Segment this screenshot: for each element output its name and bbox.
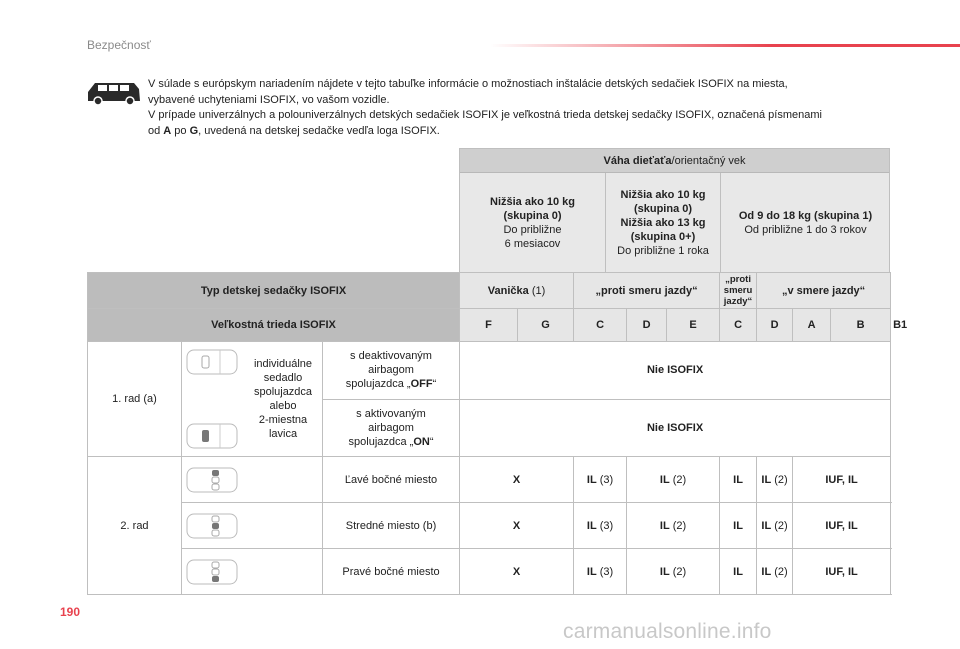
airbag-off-cell: s deaktivovaným airbagom spolujazdca „OFF“ bbox=[323, 342, 460, 400]
weight-col-group0: Nižšia ako 10 kg (skupina 0) Do približne 6 mesiacov bbox=[490, 196, 575, 250]
class-cell: E bbox=[667, 309, 720, 342]
seat-value: X bbox=[460, 503, 574, 549]
seat-diagram-cell bbox=[182, 549, 323, 595]
seat-value: IL bbox=[720, 503, 757, 549]
intro-text bbox=[148, 77, 908, 139]
car-icon bbox=[86, 79, 142, 105]
header-accent-bar bbox=[490, 44, 960, 47]
type-rear-facing-2: „proti smeru jazdy“ bbox=[720, 273, 757, 309]
row1-seat-desc bbox=[182, 342, 323, 457]
seat-value: IL (2) bbox=[627, 549, 720, 595]
class-cell: D bbox=[757, 309, 793, 342]
class-row-label: Veľkostná trieda ISOFIX bbox=[88, 309, 460, 342]
seat-desc-line: lavica bbox=[268, 428, 298, 440]
seat-diagram-icon bbox=[186, 467, 238, 493]
watermark[interactable]: carmanualsonline.info bbox=[563, 620, 772, 643]
intro-line-4: od A po G, uvedená na detskej sedačke vedľa loga ISOFIX. bbox=[148, 124, 440, 137]
class-cell: C bbox=[574, 309, 627, 342]
type-row bbox=[88, 273, 891, 309]
seat-value: IL (3) bbox=[574, 457, 627, 503]
weight-col-group1: Od 9 do 18 kg (skupina 1) Od približne 1 do 3 rokov bbox=[738, 210, 873, 236]
row1-value-off: Nie ISOFIX bbox=[460, 342, 891, 400]
class-cell: D bbox=[627, 309, 667, 342]
type-rear-facing: „proti smeru jazdy“ bbox=[574, 273, 720, 309]
seat-desc-line: sedadlo bbox=[263, 372, 303, 384]
seat-name: Ľavé bočné miesto bbox=[323, 457, 460, 503]
seat-desc-line: 2-miestna bbox=[258, 414, 308, 426]
weight-header bbox=[459, 148, 890, 273]
row2-seat-center bbox=[88, 503, 891, 549]
weight-title: Váha dieťaťa/orientačný vek bbox=[460, 149, 889, 173]
seat-value: IL (2) bbox=[627, 457, 720, 503]
seat-value: IUF, IL bbox=[793, 457, 891, 503]
row2-seat-right bbox=[88, 549, 891, 595]
seat-value: IL (2) bbox=[757, 503, 793, 549]
isofix-table bbox=[87, 272, 908, 596]
seat-diagram-cell bbox=[182, 457, 323, 503]
type-row-label: Typ detskej sedačky ISOFIX bbox=[88, 273, 460, 309]
row2-label: 2. rad bbox=[88, 457, 182, 595]
seat-diagram-cell bbox=[182, 503, 323, 549]
intro-line-3: V prípade univerzálnych a polouniverzálnych detských sedačiek ISOFIX je veľkostná trieda detskej sedačky ISOFIX, označená písmenami bbox=[148, 109, 822, 121]
type-forward-facing: „v smere jazdy“ bbox=[757, 273, 891, 309]
class-cell: G bbox=[518, 309, 574, 342]
seat-value: IL (2) bbox=[757, 549, 793, 595]
seat-desc-line: spolujazdca bbox=[253, 386, 313, 398]
seat-value: IL bbox=[720, 457, 757, 503]
seat-value: IL (3) bbox=[574, 549, 627, 595]
page-number: 190 bbox=[60, 605, 81, 619]
row1-value-on: Nie ISOFIX bbox=[460, 399, 891, 457]
seat-name: Stredné miesto (b) bbox=[323, 503, 460, 549]
weight-col-group0plus: Nižšia ako 10 kg (skupina 0) Nižšia ako 13 kg (skupina 0+) Do približne 1 roka bbox=[617, 189, 709, 257]
seat-diagram-icon bbox=[186, 349, 238, 375]
class-cell: A bbox=[793, 309, 831, 342]
seat-value: IL bbox=[720, 549, 757, 595]
seat-desc-line: individuálne bbox=[253, 358, 313, 370]
intro-line-2: vybavené uchyteniami ISOFIX, vo vašom vozidle. bbox=[148, 93, 390, 106]
seat-value: IL (2) bbox=[757, 457, 793, 503]
class-row: Veľkostná trieda ISOFIX F G C D E C D A B B1 bbox=[88, 309, 891, 342]
airbag-on-cell: s aktivovaným airbagom spolujazdca „ON“ bbox=[323, 399, 460, 457]
seat-value: IL (3) bbox=[574, 503, 627, 549]
seat-value: IL (2) bbox=[627, 503, 720, 549]
seat-desc-line: alebo bbox=[269, 400, 297, 412]
seat-value: IUF, IL bbox=[793, 549, 891, 595]
row1-airbag-off bbox=[88, 342, 891, 400]
class-cell: B bbox=[831, 309, 891, 342]
intro-line-1: V súlade s európskym nariadením nájdete v tejto tabuľke informácie o možnostiach inštalácie detských sedačiek ISOFIX na miesta, bbox=[148, 78, 788, 90]
section-title: Bezpečnosť bbox=[87, 38, 151, 52]
type-bassinet: Vanička (1) bbox=[460, 273, 574, 309]
seat-diagram-icon bbox=[186, 423, 238, 449]
seat-diagram-icon bbox=[186, 559, 238, 585]
class-cell: C bbox=[720, 309, 757, 342]
seat-value: IUF, IL bbox=[793, 503, 891, 549]
seat-value: X bbox=[460, 549, 574, 595]
seat-value: X bbox=[460, 457, 574, 503]
row2-seat-left bbox=[88, 457, 891, 503]
class-cell: F bbox=[460, 309, 518, 342]
seat-diagram-icon bbox=[186, 513, 238, 539]
seat-name: Pravé bočné miesto bbox=[323, 549, 460, 595]
row1-label: 1. rad (a) bbox=[88, 342, 182, 457]
